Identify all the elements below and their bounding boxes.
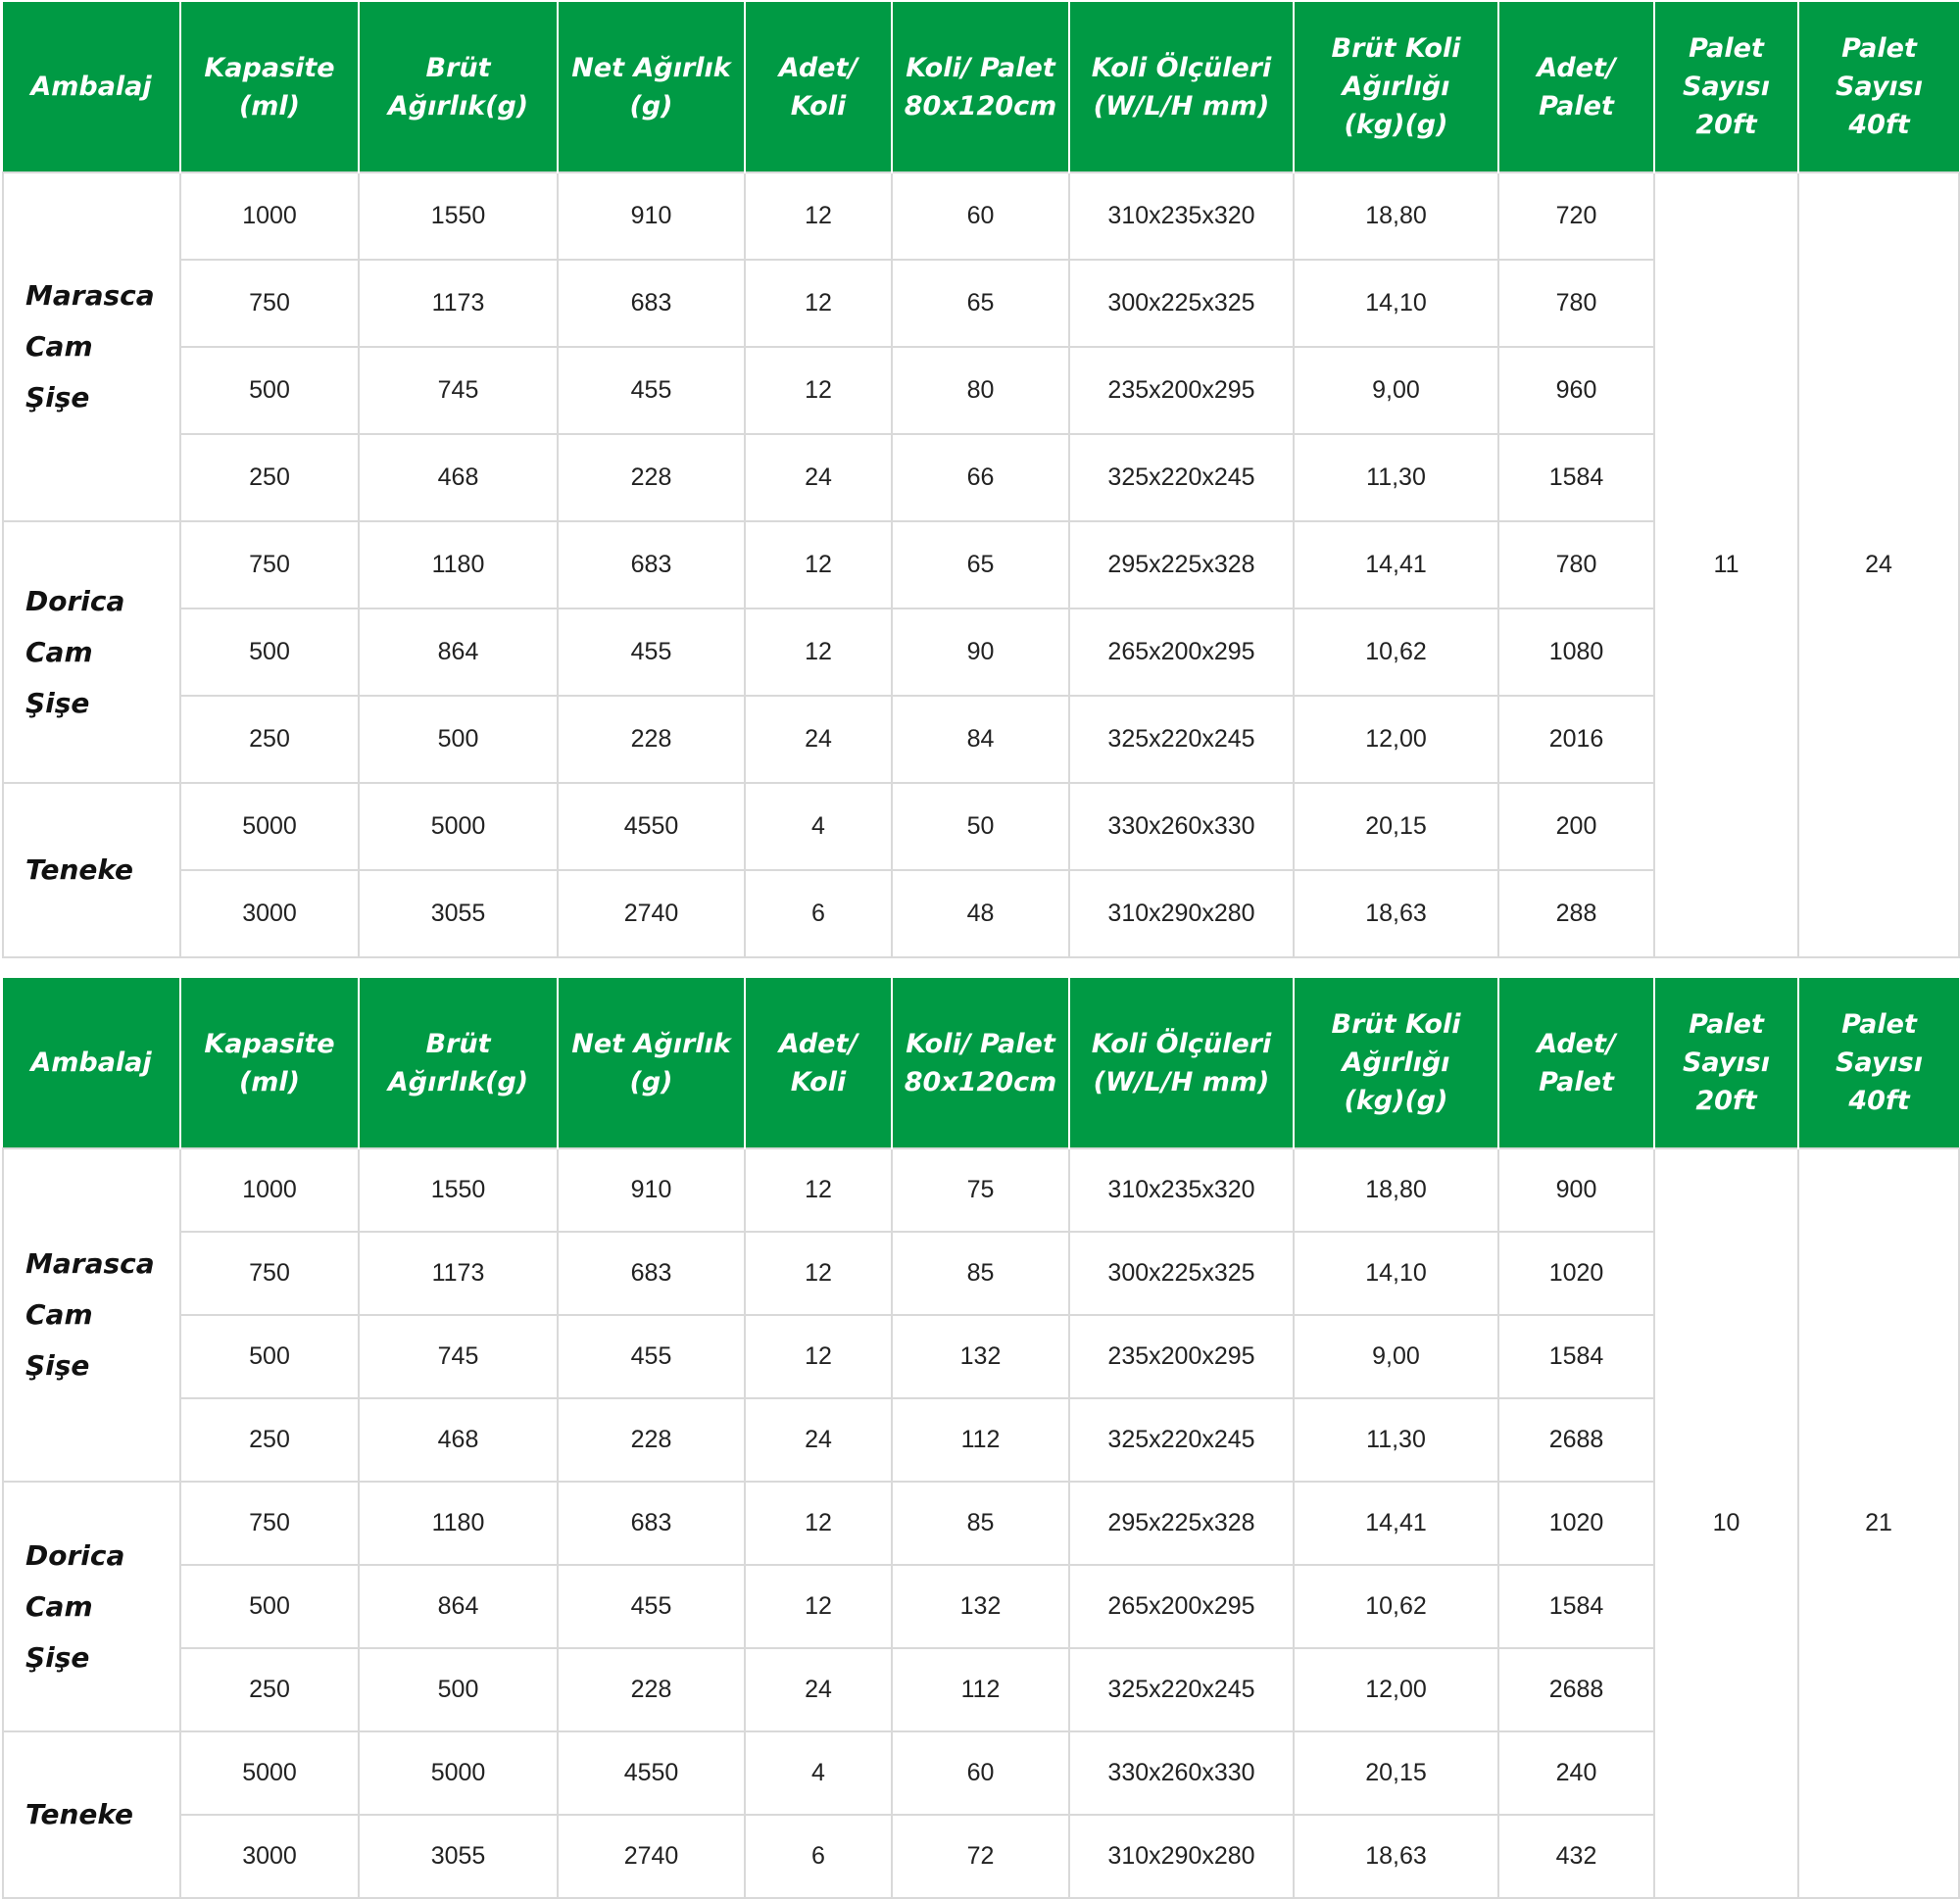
packaging-group-cell xyxy=(3,1148,180,1482)
header-row xyxy=(3,978,1959,1148)
palet-20ft-cell: 10 xyxy=(1654,1148,1798,1898)
table-cell: 250 xyxy=(180,1648,359,1731)
table-cell: 3055 xyxy=(359,870,558,957)
table-cell: 200 xyxy=(1498,783,1654,870)
table-cell: 455 xyxy=(558,1315,745,1398)
table-cell: 683 xyxy=(558,521,745,609)
table-cell: 3055 xyxy=(359,1815,558,1898)
column-header-line: Kapasite xyxy=(204,52,335,83)
table-cell: 1584 xyxy=(1498,434,1654,521)
table-cell: 11,30 xyxy=(1294,1398,1498,1482)
table-cell: 864 xyxy=(359,609,558,696)
column-header-line: Sayısı xyxy=(1682,1047,1770,1078)
column-header xyxy=(558,2,745,172)
table-cell: 1550 xyxy=(359,1148,558,1232)
column-header-line: Brüt xyxy=(425,1028,491,1059)
column-header-line: 40ft xyxy=(1848,1086,1910,1116)
column-header xyxy=(1069,978,1294,1148)
column-header-line: Palet xyxy=(1841,1009,1917,1040)
packaging-name-line: Teneke xyxy=(25,1798,134,1830)
column-header-line: 40ft xyxy=(1848,110,1910,140)
table-cell: 228 xyxy=(558,434,745,521)
column-header-line: Adet/ xyxy=(778,52,858,83)
table-cell: 683 xyxy=(558,260,745,347)
palet-20ft-cell: 11 xyxy=(1654,172,1798,957)
table-cell: 85 xyxy=(892,1482,1069,1565)
table xyxy=(2,978,1960,1899)
packaging-group-cell xyxy=(3,521,180,783)
table-cell: 12 xyxy=(745,1315,892,1398)
packaging-name-line: Şişe xyxy=(25,381,90,414)
table-cell: 228 xyxy=(558,1648,745,1731)
table-cell: 310x235x320 xyxy=(1069,172,1294,260)
table-cell: 325x220x245 xyxy=(1069,1648,1294,1731)
table-cell: 14,10 xyxy=(1294,1232,1498,1315)
table-cell: 24 xyxy=(745,696,892,783)
table-cell: 864 xyxy=(359,1565,558,1648)
table-cell: 310x290x280 xyxy=(1069,1815,1294,1898)
column-header xyxy=(1498,978,1654,1148)
header-row xyxy=(3,2,1959,172)
table-cell: 228 xyxy=(558,696,745,783)
column-header-line: Net Ağırlık xyxy=(571,52,731,83)
table-cell: 66 xyxy=(892,434,1069,521)
table-cell: 18,63 xyxy=(1294,1815,1498,1898)
table-cell: 500 xyxy=(359,696,558,783)
table-cell: 4 xyxy=(745,1731,892,1815)
column-header xyxy=(558,978,745,1148)
packaging-name-line: Cam xyxy=(25,1589,93,1623)
column-header-line: Koli/ Palet xyxy=(906,1028,1055,1059)
column-header-line: Sayısı xyxy=(1835,1047,1923,1078)
column-header-line: Palet xyxy=(1841,33,1917,64)
table-cell: 1173 xyxy=(359,260,558,347)
column-header xyxy=(359,2,558,172)
table-cell: 60 xyxy=(892,1731,1069,1815)
table-cell: 18,80 xyxy=(1294,1148,1498,1232)
column-header xyxy=(1798,2,1959,172)
column-header-line: Kapasite xyxy=(204,1028,335,1059)
table-cell: 14,41 xyxy=(1294,1482,1498,1565)
table-cell: 90 xyxy=(892,609,1069,696)
column-header-line: (g) xyxy=(629,90,673,122)
column-header xyxy=(1294,2,1498,172)
table-cell: 6 xyxy=(745,1815,892,1898)
table-cell: 2688 xyxy=(1498,1648,1654,1731)
table-cell: 20,15 xyxy=(1294,1731,1498,1815)
table-cell: 12 xyxy=(745,609,892,696)
column-header xyxy=(1654,2,1798,172)
column-header-line: Net Ağırlık xyxy=(571,1028,731,1059)
table-cell: 250 xyxy=(180,696,359,783)
table-cell: 12 xyxy=(745,1482,892,1565)
table-cell: 9,00 xyxy=(1294,347,1498,434)
column-header xyxy=(1654,978,1798,1148)
table-cell: 2016 xyxy=(1498,696,1654,783)
table-cell: 4550 xyxy=(558,783,745,870)
table-cell: 235x200x295 xyxy=(1069,1315,1294,1398)
table-cell: 235x200x295 xyxy=(1069,347,1294,434)
table-cell: 300x225x325 xyxy=(1069,1232,1294,1315)
table-cell: 14,41 xyxy=(1294,521,1498,609)
table-cell: 500 xyxy=(180,1565,359,1648)
table-cell: 12 xyxy=(745,521,892,609)
packaging-group-cell xyxy=(3,783,180,957)
table-cell: 265x200x295 xyxy=(1069,609,1294,696)
column-header-line: Koli/ Palet xyxy=(906,52,1055,83)
table-cell: 50 xyxy=(892,783,1069,870)
column-header-line: Palet xyxy=(1539,1066,1614,1097)
column-header-line: Ağırlık(g) xyxy=(387,90,529,122)
table-cell: 780 xyxy=(1498,260,1654,347)
table-cell: 750 xyxy=(180,521,359,609)
table-cell: 300x225x325 xyxy=(1069,260,1294,347)
table-cell: 65 xyxy=(892,260,1069,347)
column-header-line: 20ft xyxy=(1695,110,1757,140)
table-cell: 5000 xyxy=(180,783,359,870)
table-cell: 500 xyxy=(180,609,359,696)
table-cell: 780 xyxy=(1498,521,1654,609)
packaging-group-cell xyxy=(3,1482,180,1731)
table-cell: 1550 xyxy=(359,172,558,260)
column-header xyxy=(892,2,1069,172)
table-cell: 4550 xyxy=(558,1731,745,1815)
table-cell: 12 xyxy=(745,347,892,434)
table-cell: 10,62 xyxy=(1294,1565,1498,1648)
column-header-line: Palet xyxy=(1539,90,1614,122)
table-cell: 9,00 xyxy=(1294,1315,1498,1398)
table-cell: 80 xyxy=(892,347,1069,434)
packaging-name-line: Marasca xyxy=(25,1247,155,1280)
table-cell: 2688 xyxy=(1498,1398,1654,1482)
table-row xyxy=(3,172,1959,260)
packaging-name-line: Cam xyxy=(25,330,93,363)
table-cell: 455 xyxy=(558,1565,745,1648)
table-cell: 12 xyxy=(745,1232,892,1315)
table-cell: 85 xyxy=(892,1232,1069,1315)
column-header-line: Ambalaj xyxy=(30,72,152,102)
table-cell: 683 xyxy=(558,1232,745,1315)
table-cell: 3000 xyxy=(180,870,359,957)
table-cell: 1000 xyxy=(180,172,359,260)
packaging-group-cell xyxy=(3,172,180,521)
table-cell: 6 xyxy=(745,870,892,957)
column-header-line: Ağırlığı xyxy=(1342,72,1450,102)
column-header xyxy=(1069,2,1294,172)
table-cell: 14,10 xyxy=(1294,260,1498,347)
column-header xyxy=(1498,2,1654,172)
table-cell: 228 xyxy=(558,1398,745,1482)
table-cell: 900 xyxy=(1498,1148,1654,1232)
column-header xyxy=(3,978,180,1148)
table-cell: 745 xyxy=(359,347,558,434)
column-header xyxy=(892,978,1069,1148)
column-header-line: (kg)(g) xyxy=(1344,1086,1448,1116)
table-cell: 1180 xyxy=(359,521,558,609)
table-cell: 12 xyxy=(745,1148,892,1232)
packaging-name-line: Şişe xyxy=(25,686,90,719)
table-cell: 1584 xyxy=(1498,1565,1654,1648)
table-cell: 60 xyxy=(892,172,1069,260)
table-cell: 310x290x280 xyxy=(1069,870,1294,957)
column-header-line: Koli xyxy=(790,90,847,122)
table-cell: 240 xyxy=(1498,1731,1654,1815)
table-cell: 265x200x295 xyxy=(1069,1565,1294,1648)
column-header-line: Palet xyxy=(1689,33,1764,64)
table-cell: 3000 xyxy=(180,1815,359,1898)
table-cell: 2740 xyxy=(558,1815,745,1898)
column-header-line: (W/L/H mm) xyxy=(1093,1066,1270,1097)
packaging-name-line: Dorica xyxy=(25,584,125,617)
table-cell: 910 xyxy=(558,1148,745,1232)
table-cell: 12 xyxy=(745,260,892,347)
table-cell: 4 xyxy=(745,783,892,870)
table-cell: 12 xyxy=(745,172,892,260)
column-header xyxy=(745,978,892,1148)
table-cell: 72 xyxy=(892,1815,1069,1898)
column-header-line: 80x120cm xyxy=(904,90,1057,122)
column-header-line: 20ft xyxy=(1695,1086,1757,1116)
table-cell: 683 xyxy=(558,1482,745,1565)
column-header-line: Brüt Koli xyxy=(1331,1009,1461,1040)
table-cell: 132 xyxy=(892,1565,1069,1648)
table-cell: 1173 xyxy=(359,1232,558,1315)
column-header xyxy=(359,978,558,1148)
column-header-line: Adet/ xyxy=(1537,52,1616,83)
table-cell: 132 xyxy=(892,1315,1069,1398)
packaging-group-cell xyxy=(3,1731,180,1898)
table-cell: 20,15 xyxy=(1294,783,1498,870)
column-header-line: Sayısı xyxy=(1835,72,1923,102)
table-cell: 112 xyxy=(892,1398,1069,1482)
table-cell: 5000 xyxy=(359,783,558,870)
table-cell: 1180 xyxy=(359,1482,558,1565)
table xyxy=(2,2,1960,958)
palet-40ft-cell: 21 xyxy=(1798,1148,1959,1898)
table-cell: 5000 xyxy=(180,1731,359,1815)
table-cell: 250 xyxy=(180,1398,359,1482)
table-cell: 500 xyxy=(180,1315,359,1398)
table-cell: 750 xyxy=(180,1482,359,1565)
table-cell: 112 xyxy=(892,1648,1069,1731)
palet-40ft-cell: 24 xyxy=(1798,172,1959,957)
table-cell: 12,00 xyxy=(1294,696,1498,783)
packaging-name-line: Marasca xyxy=(25,279,155,312)
table-cell: 500 xyxy=(180,347,359,434)
table-cell: 24 xyxy=(745,434,892,521)
table-cell: 295x225x328 xyxy=(1069,1482,1294,1565)
table-cell: 10,62 xyxy=(1294,609,1498,696)
table-cell: 468 xyxy=(359,1398,558,1482)
table-cell: 500 xyxy=(359,1648,558,1731)
packaging-name-line: Şişe xyxy=(25,1640,90,1674)
column-header-line: Brüt Koli xyxy=(1331,33,1461,64)
table-cell: 1020 xyxy=(1498,1482,1654,1565)
column-header-line: (W/L/H mm) xyxy=(1093,90,1270,122)
packaging-table-1 xyxy=(2,2,1958,958)
column-header xyxy=(745,2,892,172)
table-cell: 960 xyxy=(1498,347,1654,434)
column-header-line: (ml) xyxy=(238,90,301,122)
table-cell: 325x220x245 xyxy=(1069,434,1294,521)
column-header-line: Ambalaj xyxy=(30,1047,152,1078)
table-cell: 330x260x330 xyxy=(1069,783,1294,870)
table-cell: 310x235x320 xyxy=(1069,1148,1294,1232)
table-cell: 24 xyxy=(745,1648,892,1731)
table-cell: 75 xyxy=(892,1148,1069,1232)
column-header-line: (ml) xyxy=(238,1066,301,1097)
table-cell: 5000 xyxy=(359,1731,558,1815)
table-cell: 24 xyxy=(745,1398,892,1482)
column-header-line: Brüt xyxy=(425,52,491,83)
table-cell: 325x220x245 xyxy=(1069,696,1294,783)
table-cell: 330x260x330 xyxy=(1069,1731,1294,1815)
table-cell: 48 xyxy=(892,870,1069,957)
table-cell: 745 xyxy=(359,1315,558,1398)
packaging-name-line: Şişe xyxy=(25,1349,90,1382)
table-cell: 288 xyxy=(1498,870,1654,957)
table-cell: 1080 xyxy=(1498,609,1654,696)
packaging-name-line: Dorica xyxy=(25,1538,125,1572)
table-row xyxy=(3,1148,1959,1232)
table-cell: 250 xyxy=(180,434,359,521)
column-header-line: Koli xyxy=(790,1066,847,1097)
packaging-name-line: Cam xyxy=(25,635,93,668)
column-header-line: Ağırlığı xyxy=(1342,1047,1450,1078)
table-cell: 295x225x328 xyxy=(1069,521,1294,609)
column-header-line: Adet/ xyxy=(778,1028,858,1059)
column-header-line: 80x120cm xyxy=(904,1066,1057,1097)
table-cell: 11,30 xyxy=(1294,434,1498,521)
column-header-line: (g) xyxy=(629,1066,673,1097)
column-header xyxy=(3,2,180,172)
table-cell: 1000 xyxy=(180,1148,359,1232)
column-header-line: Adet/ xyxy=(1537,1028,1616,1059)
column-header xyxy=(1294,978,1498,1148)
table-cell: 12,00 xyxy=(1294,1648,1498,1731)
table-cell: 720 xyxy=(1498,172,1654,260)
table-cell: 12 xyxy=(745,1565,892,1648)
table-cell: 432 xyxy=(1498,1815,1654,1898)
table-cell: 750 xyxy=(180,1232,359,1315)
column-header xyxy=(180,2,359,172)
table-cell: 18,63 xyxy=(1294,870,1498,957)
packaging-table-2 xyxy=(2,978,1958,1899)
table-cell: 84 xyxy=(892,696,1069,783)
column-header-line: Sayısı xyxy=(1682,72,1770,102)
column-header-line: Koli Ölçüleri xyxy=(1091,52,1272,83)
packaging-name-line: Teneke xyxy=(25,853,134,886)
column-header xyxy=(180,978,359,1148)
table-cell: 750 xyxy=(180,260,359,347)
column-header-line: Palet xyxy=(1689,1009,1764,1040)
column-header xyxy=(1798,978,1959,1148)
table-cell: 65 xyxy=(892,521,1069,609)
table-cell: 325x220x245 xyxy=(1069,1398,1294,1482)
table-cell: 468 xyxy=(359,434,558,521)
table-cell: 18,80 xyxy=(1294,172,1498,260)
packaging-name-line: Cam xyxy=(25,1298,93,1331)
table-cell: 455 xyxy=(558,347,745,434)
table-cell: 1020 xyxy=(1498,1232,1654,1315)
column-header-line: Ağırlık(g) xyxy=(387,1066,529,1097)
table-cell: 455 xyxy=(558,609,745,696)
table-cell: 2740 xyxy=(558,870,745,957)
column-header-line: (kg)(g) xyxy=(1344,110,1448,140)
column-header-line: Koli Ölçüleri xyxy=(1091,1028,1272,1059)
table-cell: 1584 xyxy=(1498,1315,1654,1398)
table-cell: 910 xyxy=(558,172,745,260)
